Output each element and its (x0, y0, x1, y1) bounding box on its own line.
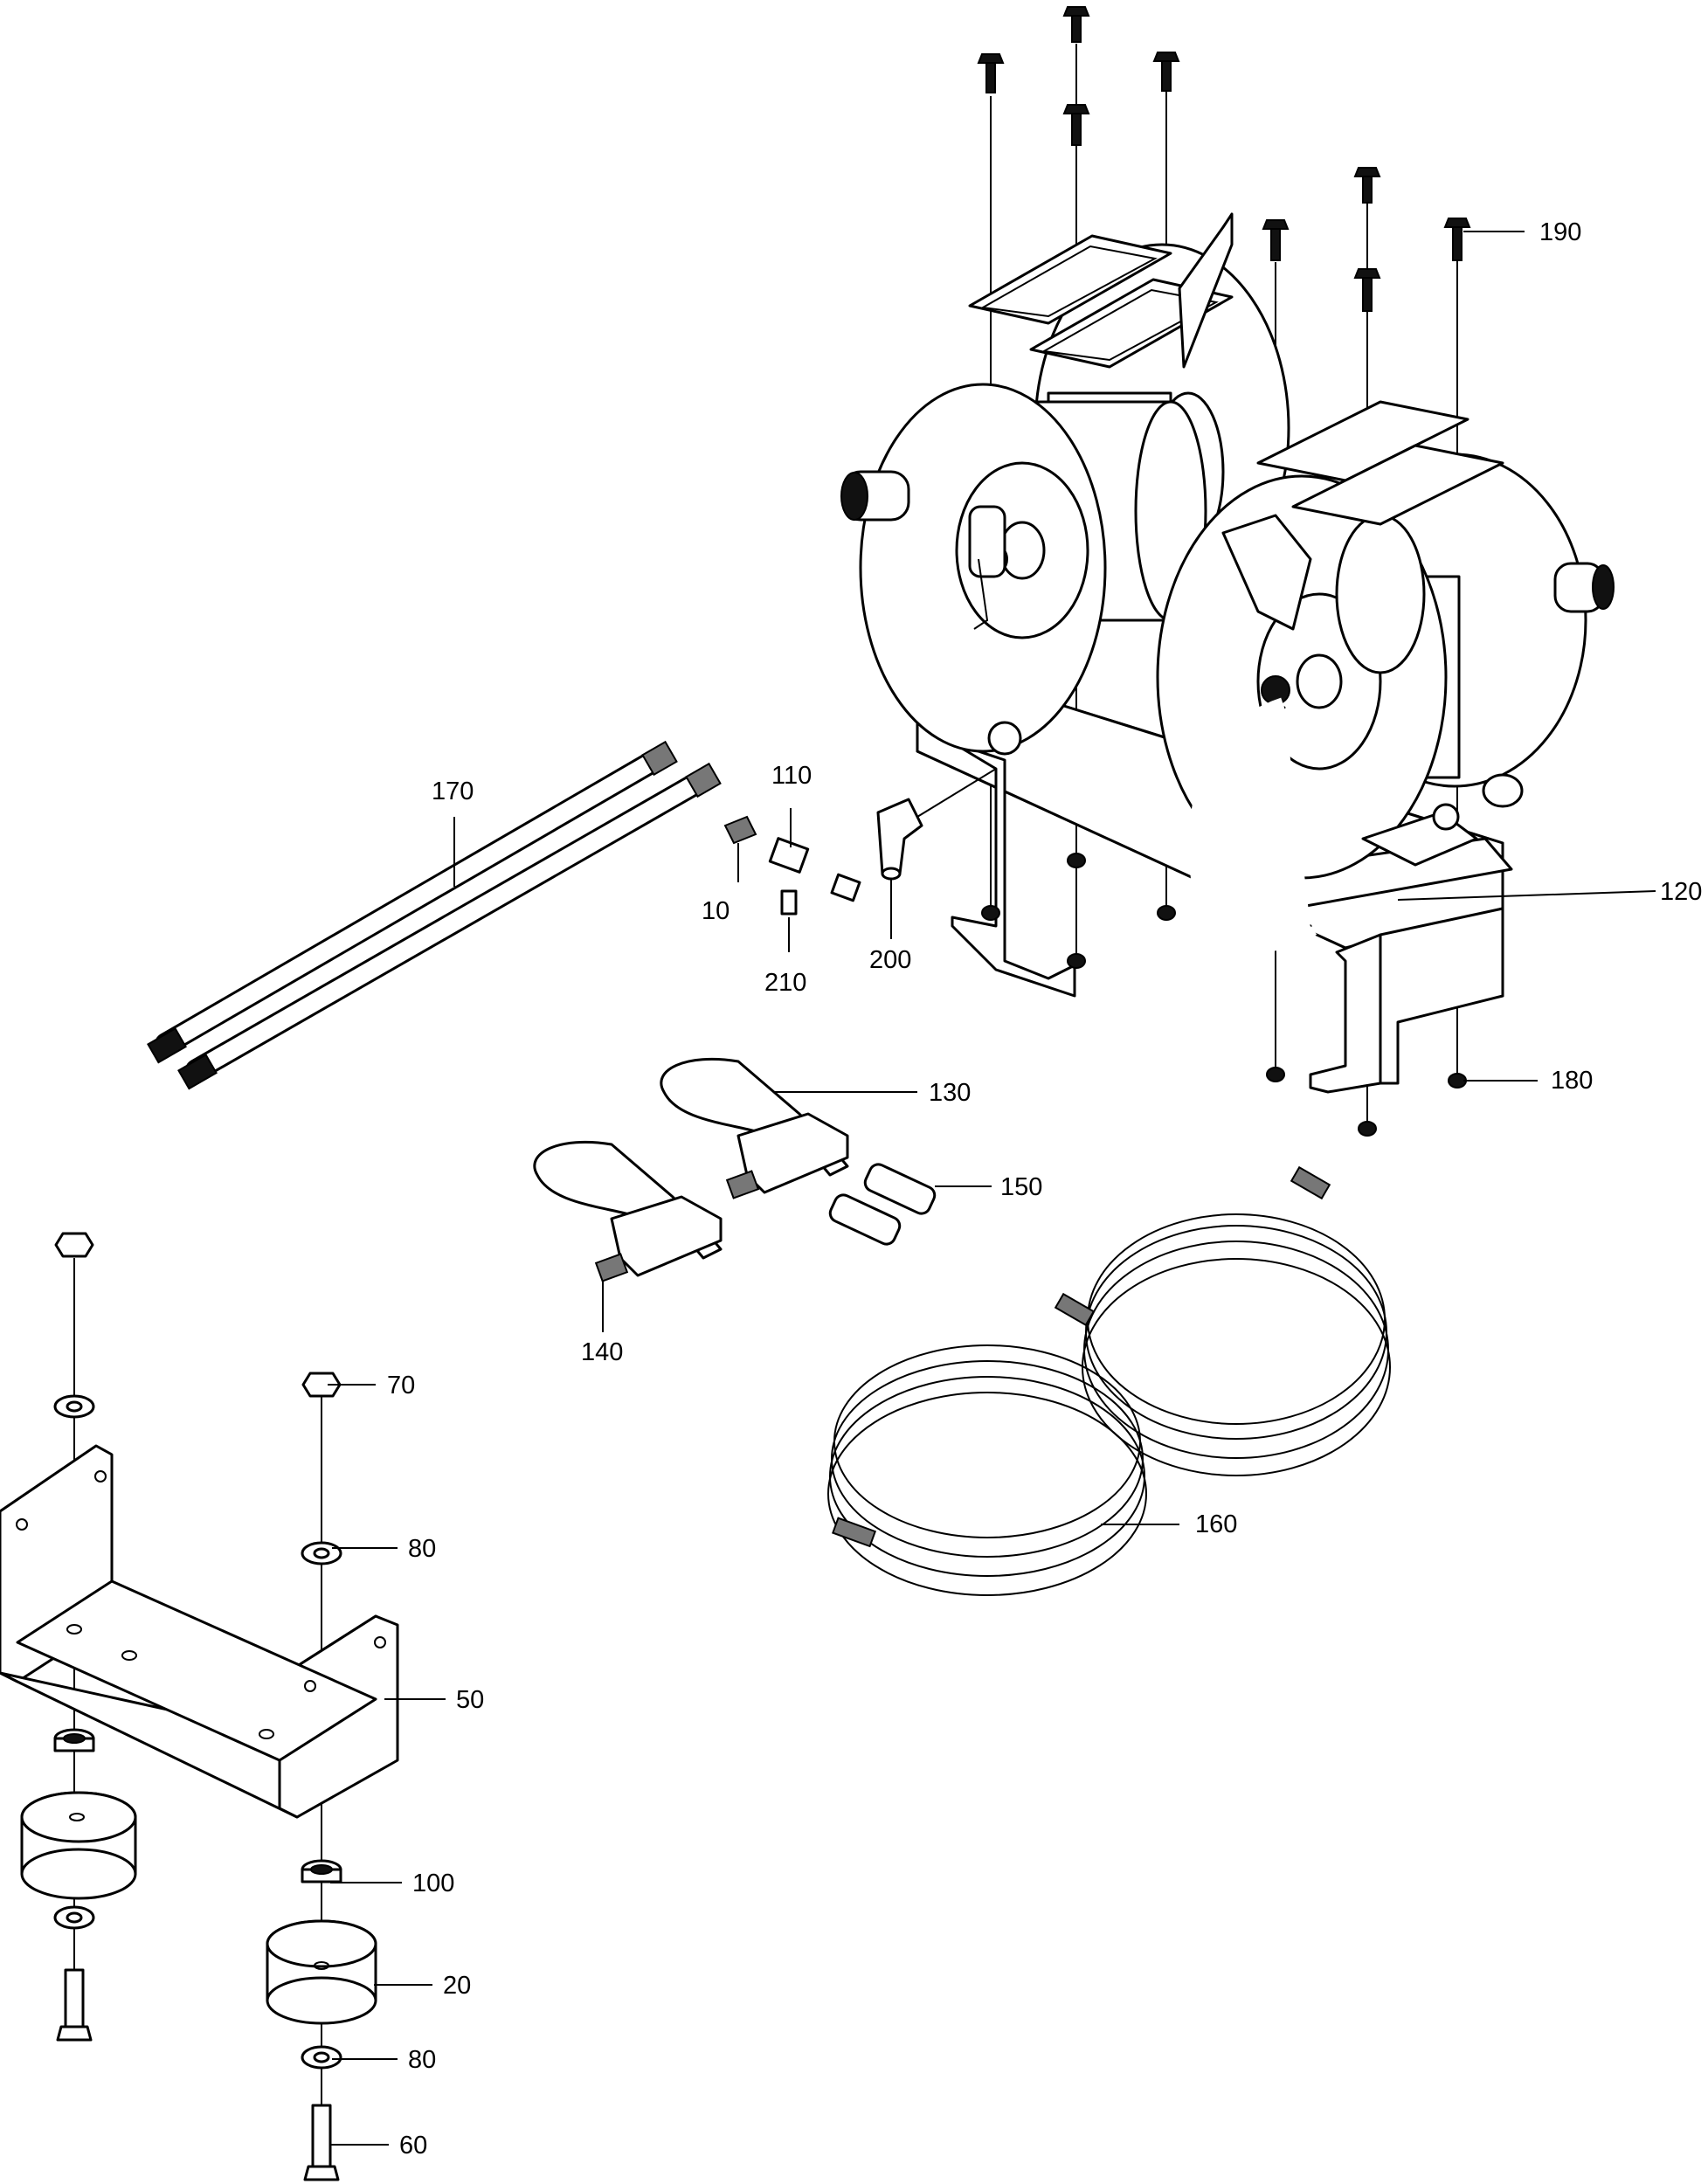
flange-bolt (1445, 218, 1469, 260)
flange-bolt (1064, 7, 1089, 42)
tee-fitting-group (725, 808, 860, 952)
callout-210: 210 (764, 969, 807, 997)
callout-100: 100 (412, 1870, 455, 1897)
callout-160: 160 (1195, 1510, 1238, 1538)
callout-80-lower: 80 (408, 2046, 437, 2074)
callout-20: 20 (443, 1972, 472, 2000)
quick-couplers (827, 1162, 937, 1248)
callout-70: 70 (387, 1372, 416, 1400)
flange-bolt (1355, 269, 1380, 311)
spray-gun-holders (535, 1059, 992, 1332)
callout-120: 120 (1660, 878, 1703, 906)
flange-bolt (1355, 168, 1380, 203)
callout-170: 170 (432, 778, 474, 805)
whip-hose (148, 742, 676, 1062)
callout-130: 130 (929, 1079, 972, 1107)
callout-190: 190 (1539, 218, 1582, 246)
flange-bolt (978, 54, 1003, 93)
callout-180: 180 (1551, 1067, 1594, 1095)
coiled-hoses (828, 1167, 1390, 1595)
flange-bolt (1263, 220, 1288, 260)
hose-reel-assembly (841, 7, 1614, 1136)
callout-140: 140 (581, 1338, 624, 1366)
callout-200: 200 (869, 946, 912, 974)
callout-50: 50 (456, 1686, 485, 1714)
whip-hose (178, 764, 720, 1089)
callout-80: 80 (408, 1535, 437, 1563)
u-bracket (0, 1446, 398, 1817)
isolator-left (22, 1730, 135, 2040)
flange-bolt (1064, 105, 1089, 145)
elbow-fitting (878, 769, 996, 939)
callout-60: 60 (399, 2132, 428, 2160)
gun-holder-back (661, 1059, 847, 1198)
left-hose-reel (841, 384, 1206, 751)
flange-bolt (1154, 52, 1179, 91)
gun-holder-front (535, 1142, 721, 1281)
callout-150: 150 (1000, 1173, 1043, 1201)
mount-bracket-assembly (0, 1234, 446, 2180)
callout-110: 110 (771, 762, 813, 790)
callout-10: 10 (702, 897, 730, 925)
